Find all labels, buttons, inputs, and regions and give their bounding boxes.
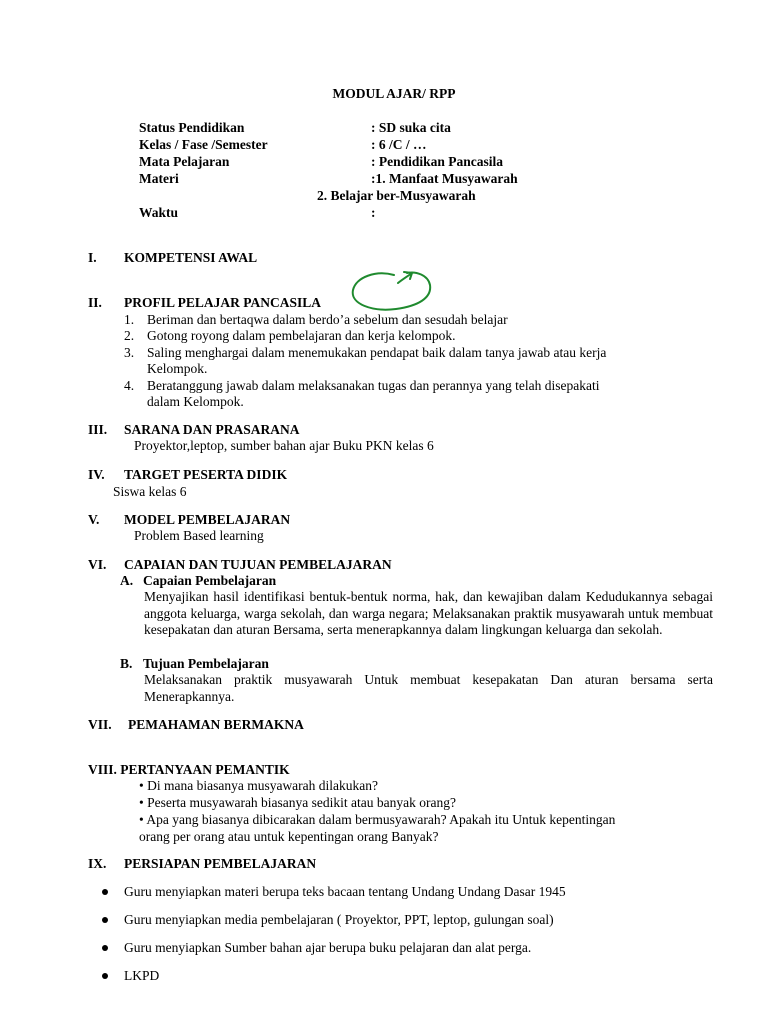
bullet-icon: [102, 973, 108, 979]
section-heading: MODEL PEMBELAJARAN: [124, 512, 291, 527]
subsection-marker: A.: [120, 573, 134, 588]
list-item: Guru menyiapkan materi berupa teks bacaan tentang Undang Undang Dasar 1945: [124, 884, 566, 899]
subsection-marker: B.: [120, 656, 133, 671]
list-number: 4.: [124, 378, 135, 393]
subsection-heading: Capaian Pembelajaran: [143, 573, 277, 588]
section-number: III.: [88, 422, 108, 437]
section-number: IX.: [88, 856, 107, 871]
list-item: Guru menyiapkan Sumber bahan ajar berupa buku pelajaran dan alat perga.: [124, 940, 532, 955]
section-heading: KOMPETENSI AWAL: [124, 250, 258, 265]
list-item: Gotong royong dalam pembelajaran dan kerja kelompok.: [147, 328, 456, 343]
question-item: • Apa yang biasanya dibicarakan dalam bermusyawarah? Apakah itu Untuk kepentingan: [139, 812, 616, 827]
section-heading: TARGET PESERTA DIDIK: [124, 467, 288, 482]
subsection-body: Menyajikan hasil identifikasi bentuk-bentuk norma, hak, dan kewajiban dalam Kedudukannya sebagai anggota keluarga, warga sekolah, dan warga negara; Melaksanakan praktik musyawarah untuk membuat kesepakatan dan aturan Bersama, serta menerapkannya dalam lingkungan keluarga dan sekolah.: [144, 589, 713, 637]
section-body: Proyektor,leptop, sumber bahan ajar Buku PKN kelas 6: [134, 438, 434, 453]
materi-line-2: 2. Belajar ber-Musyawarah: [317, 188, 476, 203]
section-number: V.: [88, 512, 100, 527]
list-number: 3.: [124, 345, 135, 360]
info-value: : SD suka cita: [371, 120, 451, 135]
list-item: Beratanggung jawab dalam melaksanakan tugas dan perannya yang telah disepakati: [147, 378, 600, 393]
info-label: Waktu: [139, 205, 179, 220]
subsection-body: Melaksanakan praktik musyawarah Untuk membuat kesepakatan Dan aturan bersama serta Menerapkannya.: [144, 672, 713, 704]
section-number: I.: [88, 250, 97, 265]
info-value: : 6 /C / …: [371, 137, 427, 152]
list-item: Saling menghargai dalam menemukakan pendapat baik dalam tanya jawab atau kerja: [147, 345, 607, 360]
section-heading: PERSIAPAN PEMBELAJARAN: [124, 856, 317, 871]
document-title: MODUL AJAR/ RPP: [332, 86, 456, 101]
section-number: VII.: [88, 717, 112, 732]
bullet-icon: [102, 889, 108, 895]
question-item-continuation: orang per orang atau untuk kepentingan orang Banyak?: [139, 829, 439, 844]
list-item: Guru menyiapkan media pembelajaran ( Proyektor, PPT, leptop, gulungan soal): [124, 912, 554, 927]
section-number: II.: [88, 295, 102, 310]
section-body: Problem Based learning: [134, 528, 264, 543]
list-item: LKPD: [124, 968, 160, 983]
info-value: :: [371, 205, 376, 220]
section-body: Siswa kelas 6: [113, 484, 187, 499]
section-heading: SARANA DAN PRASARANA: [124, 422, 300, 437]
info-label: Status Pendidikan: [139, 120, 245, 135]
section-heading: PEMAHAMAN BERMAKNA: [128, 717, 304, 732]
handwritten-circle-annotation: [346, 266, 438, 316]
list-item-continuation: Kelompok.: [147, 361, 208, 376]
info-label: Mata Pelajaran: [139, 154, 230, 169]
section-number: VI.: [88, 557, 107, 572]
info-value: : Pendidikan Pancasila: [371, 154, 504, 169]
list-item-continuation: dalam Kelompok.: [147, 394, 244, 409]
list-item: Beriman dan bertaqwa dalam berdo’a sebelum dan sesudah belajar: [147, 312, 508, 327]
list-number: 2.: [124, 328, 135, 343]
list-number: 1.: [124, 312, 135, 327]
bullet-icon: [102, 917, 108, 923]
bullet-icon: [102, 945, 108, 951]
subsection-heading: Tujuan Pembelajaran: [143, 656, 269, 671]
question-item: • Peserta musyawarah biasanya sedikit atau banyak orang?: [139, 795, 456, 810]
info-label: Kelas / Fase /Semester: [139, 137, 268, 152]
section-heading: PROFIL PELAJAR PANCASILA: [124, 295, 322, 310]
question-item: • Di mana biasanya musyawarah dilakukan?: [139, 778, 379, 793]
section-heading: CAPAIAN DAN TUJUAN PEMBELAJARAN: [124, 557, 392, 572]
section-heading: VIII. PERTANYAAN PEMANTIK: [88, 762, 290, 777]
section-number: IV.: [88, 467, 105, 482]
info-value: :1. Manfaat Musyawarah: [371, 171, 518, 186]
info-label: Materi: [139, 171, 179, 186]
